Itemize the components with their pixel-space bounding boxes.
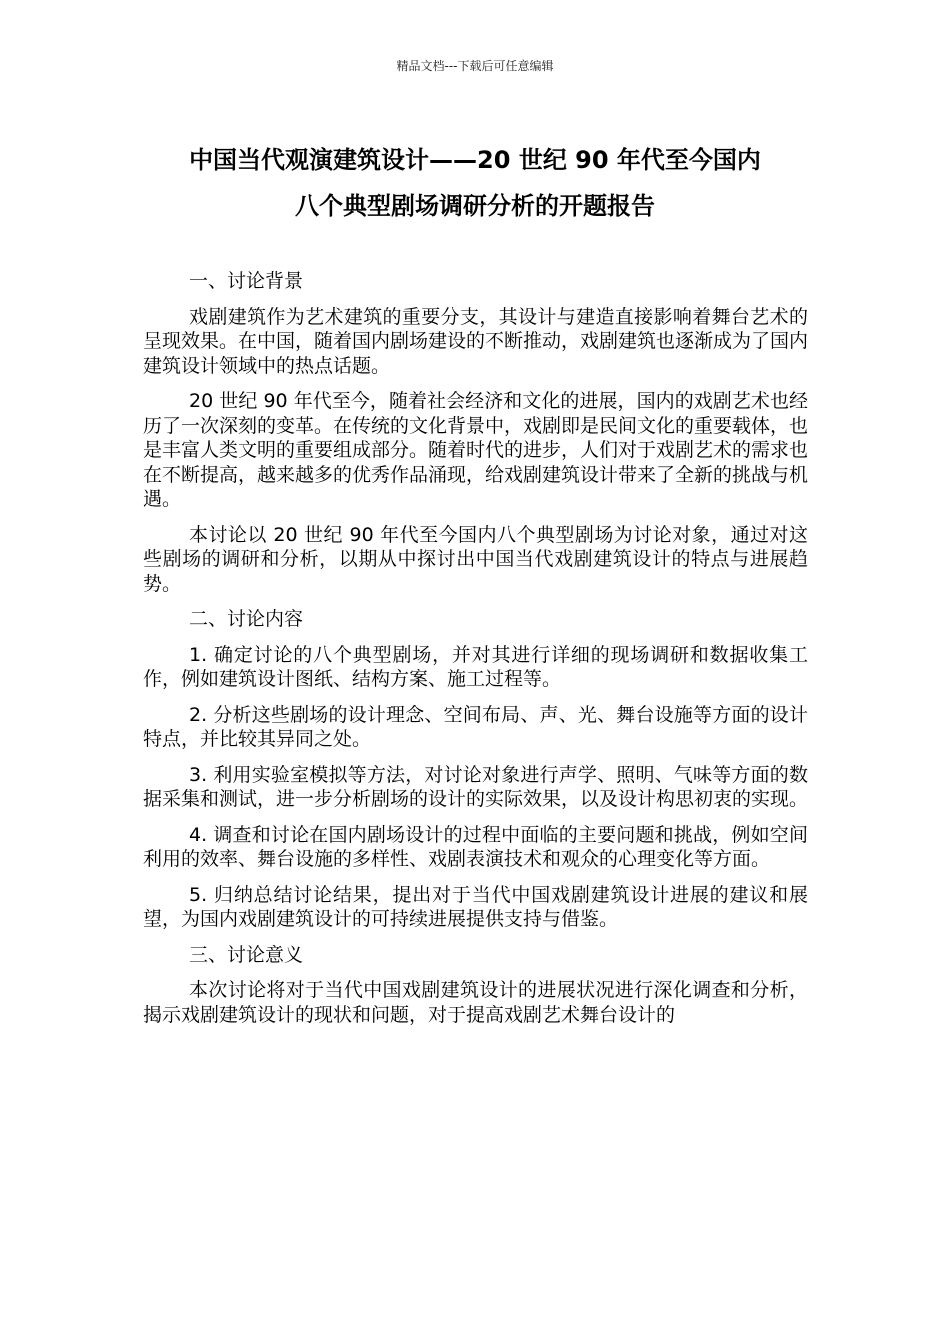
list-item: 5. 归纳总结讨论结果，提出对于当代中国戏剧建筑设计进展的建议和展望，为国内戏剧建筑设计的可持续进展提供支持与借鉴。 — [143, 883, 808, 930]
list-item: 4. 调查和讨论在国内剧场设计的过程中面临的主要问题和挑战，例如空间利用的效率、舞台设施的多样性、戏剧表演技术和观众的心理变化等方面。 — [143, 823, 808, 870]
list-item: 1. 确定讨论的八个典型剧场，并对其进行详细的现场调研和数据收集工作，例如建筑设计图纸、结构方案、施工过程等。 — [143, 643, 808, 690]
title-line-2: 八个典型剧场调研分析的开题报告 — [295, 192, 655, 220]
header-note: 精品文档---下载后可任意编辑 — [396, 59, 554, 73]
document-body — [143, 269, 808, 1038]
paragraph: 本次讨论将对于当代中国戏剧建筑设计的进展状况进行深化调查和分析，揭示戏剧建筑设计的现状和问题，对于提高戏剧艺术舞台设计的 — [143, 979, 808, 1026]
paragraph: 戏剧建筑作为艺术建筑的重要分支，其设计与建造直接影响着舞台艺术的呈现效果。在中国，随着国内剧场建设的不断推动，戏剧建筑也逐渐成为了国内建筑设计领域中的热点话题。 — [143, 305, 809, 377]
list-item: 3. 利用实验室模拟等方法，对讨论对象进行声学、照明、气味等方面的数据采集和测试，进一步分析剧场的设计的实际效果，以及设计构思初衷的实现。 — [143, 763, 809, 810]
paragraph: 20 世纪 90 年代至今，随着社会经济和文化的进展，国内的戏剧艺术也经历了一次深刻的变革。在传统的文化背景中，戏剧即是民间文化的重要载体，也是丰富人类文明的重要组成部分。随着时代的进步，人们对于戏剧艺术的需求也在不断提高，越来越多的优秀作品涌现，给戏剧建筑设计带来了全新的挑战与机遇。 — [143, 390, 809, 510]
list-item: 2. 分析这些剧场的设计理念、空间布局、声、光、舞台设施等方面的设计特点，并比较其异同之处。 — [143, 703, 808, 750]
section-heading-content: 二、讨论内容 — [189, 608, 304, 630]
document-title — [110, 137, 840, 229]
section-heading-background: 一、讨论背景 — [189, 270, 304, 292]
section-heading-significance: 三、讨论意义 — [189, 943, 304, 966]
paragraph: 本讨论以 20 世纪 90 年代至今国内八个典型剧场为讨论对象，通过对这些剧场的调研和分析，以期从中探讨出中国当代戏剧建筑设计的特点与进展趋势。 — [143, 523, 808, 595]
title-line-1: 中国当代观演建筑设计——20 世纪 90 年代至今国内 — [189, 146, 761, 174]
